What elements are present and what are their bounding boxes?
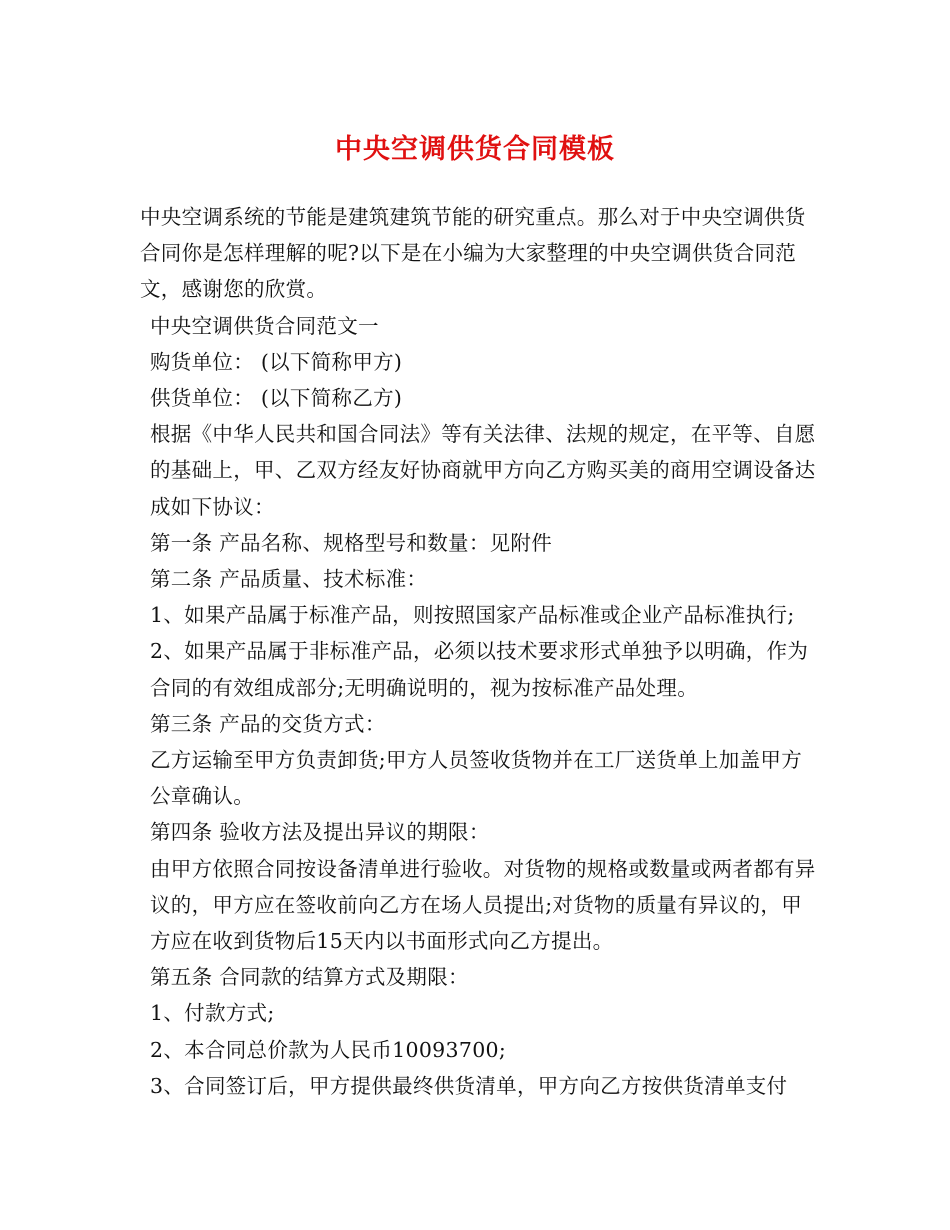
paragraph: 购货单位： (以下简称甲方) bbox=[150, 349, 403, 374]
document-body bbox=[140, 199, 820, 1104]
paragraph: 中央空调系统的节能是建筑建筑节能的研究重点。那么对于中央空调供货合同你是怎样理解的呢?以下是在小编为大家整理的中央空调供货合同范文，感谢您的欣赏。 bbox=[140, 205, 806, 302]
paragraph: 第一条 产品名称、规格型号和数量：见附件 bbox=[150, 530, 553, 555]
paragraph: 乙方运输至甲方负责卸货;甲方人员签收货物并在工厂送货单上加盖甲方公章确认。 bbox=[150, 748, 803, 809]
paragraph: 3、合同签订后，甲方提供最终供货清单，甲方向乙方按供货清单支付 bbox=[150, 1073, 788, 1098]
paragraph: 由甲方依照合同按设备清单进行验收。对货物的规格或数量或两者都有异议的，甲方应在签收前向乙方在场人员提出;对货物的质量有异议的，甲方应在收到货物后15天内以书面形式向乙方提出。 bbox=[150, 856, 816, 954]
paragraph: 2、如果产品属于非标准产品，必须以技术要求形式单独予以明确，作为合同的有效组成部分;无明确说明的，视为按标准产品处理。 bbox=[150, 639, 809, 700]
paragraph: 2、本合同总价款为人民币10093700; bbox=[150, 1037, 507, 1062]
document-title: 中央空调供货合同模板 bbox=[335, 134, 615, 165]
paragraph: 根据《中华人民共和国合同法》等有关法律、法规的规定，在平等、自愿的基础上，甲、乙双方经友好协商就甲方向乙方购买美的商用空调设备达成如下协议： bbox=[150, 422, 816, 519]
paragraph: 第二条 产品质量、技术标准： bbox=[150, 567, 428, 592]
paragraph: 供货单位： (以下简称乙方) bbox=[150, 386, 403, 411]
paragraph: 1、付款方式; bbox=[150, 1001, 275, 1026]
paragraph: 第五条 合同款的结算方式及期限： bbox=[150, 965, 469, 990]
paragraph: 第四条 验收方法及提出异议的期限： bbox=[150, 820, 490, 845]
paragraph: 1、如果产品属于标准产品，则按照国家产品标准或企业产品标准执行; bbox=[150, 603, 795, 628]
paragraph: 中央空调供货合同范文一 bbox=[150, 313, 379, 338]
paragraph: 第三条 产品的交货方式： bbox=[150, 711, 386, 736]
